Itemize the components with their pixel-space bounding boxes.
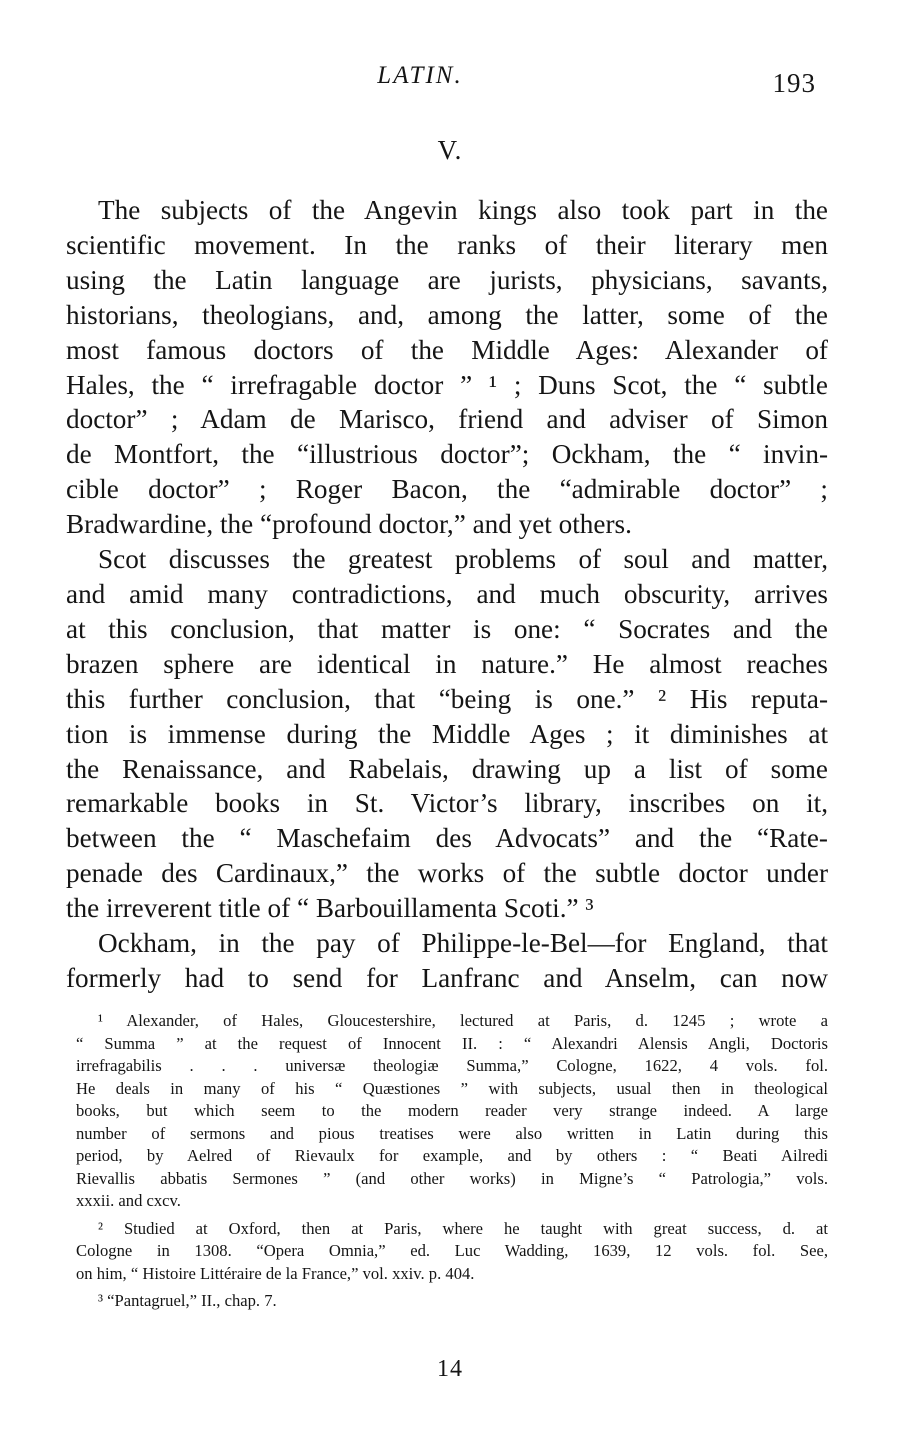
text-line: doctor” ; Adam de Marisco, friend and adviser of Simon <box>66 404 828 435</box>
text-line: Scot discusses the greatest problems of soul and matter, <box>98 544 828 575</box>
paragraph <box>66 542 828 926</box>
text-line: between the “ Maschefaim des Advocats” and the “Rate- <box>66 823 828 854</box>
text-line: this further conclusion, that “being is one.” ² His reputa- <box>66 683 828 714</box>
text-line: historians, theologians, and, among the latter, some of the <box>66 299 828 330</box>
text-line: at this conclusion, that matter is one: “ Socrates and the <box>66 613 828 644</box>
text-line: formerly had to send for Lanfranc and Anselm, can now <box>66 962 828 993</box>
body-text <box>66 193 828 996</box>
footnote-line: ² Studied at Oxford, then at Paris, where he taught with great success, d. at <box>98 1218 828 1238</box>
text-line: the irreverent title of “ Barbouillamenta Scoti.” ³ <box>66 893 594 924</box>
footnote-line: ³ “Pantagruel,” II., chap. 7. <box>98 1291 277 1310</box>
text-line: using the Latin language are jurists, physicians, savants, <box>66 264 828 295</box>
footnote-line: xxxii. and cxcv. <box>76 1191 181 1210</box>
running-head <box>0 58 900 98</box>
footnote-line: “ Summa ” at the request of Innocent II. : “ Alexandri Alensis Angli, Doctoris <box>76 1033 828 1053</box>
footnotes <box>76 1010 828 1318</box>
footnote-2 <box>76 1218 828 1286</box>
footnote-line: Cologne in 1308. “Opera Omnia,” ed. Luc Wadding, 1639, 12 vols. fol. See, <box>76 1241 828 1260</box>
footnote-line: books, but which seem to the modern reader very strange indeed. A large <box>76 1101 828 1120</box>
footnote-3 <box>76 1290 828 1313</box>
text-line: tion is immense during the Middle Ages ; it diminishes at <box>66 718 828 749</box>
footnote-line: ¹ Alexander, of Hales, Gloucestershire, lectured at Paris, d. 1245 ; wrote a <box>98 1011 828 1030</box>
text-line: most famous doctors of the Middle Ages: Alexander of <box>66 334 828 365</box>
section-heading: V. <box>437 135 463 165</box>
text-line: The subjects of the Angevin kings also took part in the <box>98 195 828 225</box>
text-line: de Montfort, the “illustrious doctor”; Ockham, the “ invin- <box>66 439 828 470</box>
running-title: LATIN. <box>377 62 463 89</box>
text-line: remarkable books in St. Victor’s library, inscribes on it, <box>66 788 828 819</box>
text-line: Ockham, in the pay of Philippe-le-Bel—for England, that <box>98 928 828 959</box>
footnote-line: on him, “ Histoire Littéraire de la France,” vol. xxiv. p. 404. <box>76 1263 475 1283</box>
text-line: scientific movement. In the ranks of their literary men <box>66 229 828 260</box>
footnote-line: Rievallis abbatis Sermones ” (and other works) in Migne’s “ Patrologia,” vols. <box>76 1168 828 1188</box>
text-line: brazen sphere are identical in nature.” He almost reaches <box>66 648 828 679</box>
paragraph <box>66 926 828 996</box>
text-line: Bradwardine, the “profound doctor,” and yet others. <box>66 509 632 540</box>
text-line: cible doctor” ; Roger Bacon, the “admirable doctor” ; <box>66 474 828 505</box>
footnote-line: irrefragabilis . . . universæ theologiæ Summa,” Cologne, 1622, 4 vols. fol. <box>76 1056 828 1075</box>
footnote-line: period, by Aelred of Rievaulx for example, and by others : “ Beati Ailredi <box>76 1146 828 1165</box>
text-line: the Renaissance, and Rabelais, drawing up a list of some <box>66 753 828 784</box>
text-line: Hales, the “ irrefragable doctor ” ¹ ; Duns Scot, the “ subtle <box>66 369 828 400</box>
footnote-1 <box>76 1010 828 1213</box>
page-number: 193 <box>772 68 816 98</box>
footnote-line: number of sermons and pious treatises were also written in Latin during this <box>76 1123 828 1143</box>
text-line: and amid many contradictions, and much obscurity, arrives <box>66 578 828 609</box>
signature-mark: 14 <box>437 1356 463 1382</box>
text-line: penade des Cardinaux,” the works of the subtle doctor under <box>66 858 828 889</box>
footnote-line: He deals in many of his “ Quæstiones ” with subjects, usual then in theological <box>76 1078 828 1098</box>
paragraph <box>66 193 828 542</box>
